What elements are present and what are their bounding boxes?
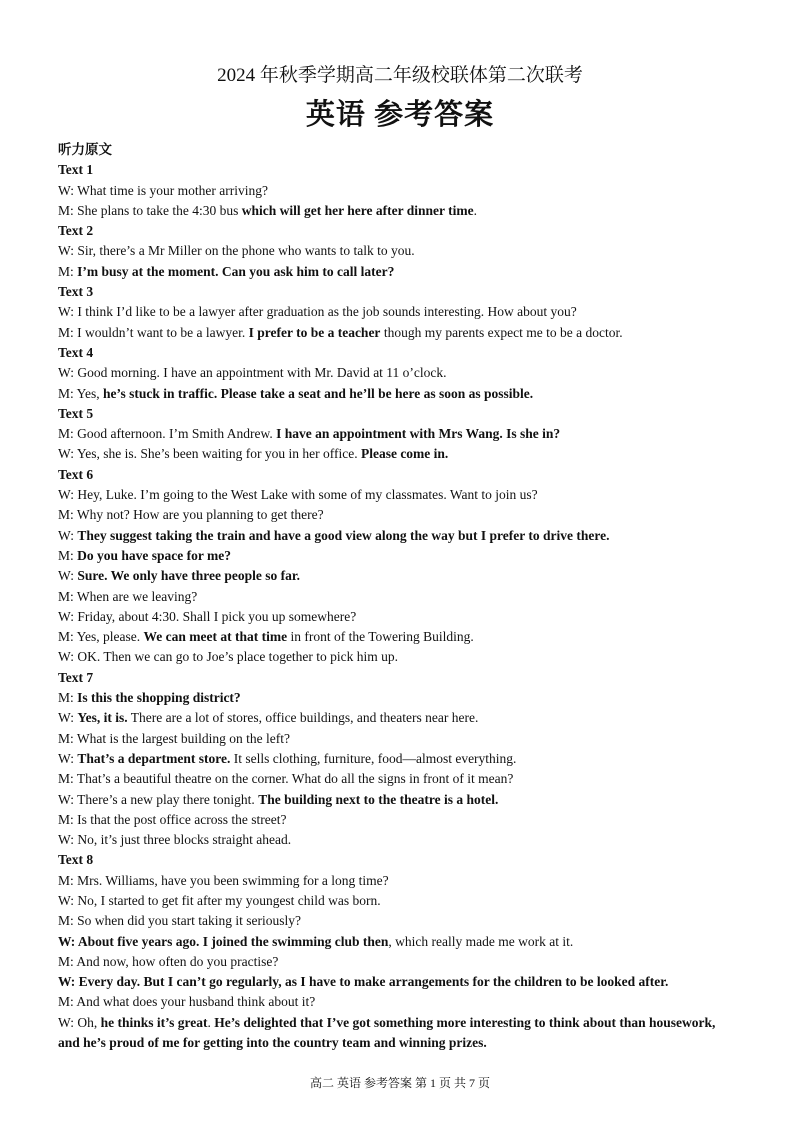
answer-highlight: We can meet at that time — [143, 629, 288, 645]
answer-highlight: Is this the shopping district? — [77, 690, 241, 706]
dialogue-line — [58, 790, 758, 810]
dialogue-text: M: — [58, 690, 78, 706]
dialogue-text: M: Yes, — [58, 385, 104, 401]
answer-highlight: which will get her here after dinner time — [241, 202, 474, 218]
dialogue-text: . — [207, 1014, 215, 1030]
dialogue-text: W: There’s a new play there tonight. — [58, 791, 259, 807]
dialogue-line — [58, 444, 758, 464]
dialogue-line — [58, 587, 758, 607]
dialogue-line — [58, 384, 758, 404]
dialogue-text: M: Why not? How are you planning to get there? — [58, 507, 324, 523]
dialogue-line — [58, 627, 758, 647]
dialogue-line — [58, 566, 758, 586]
dialogue-line — [58, 708, 758, 728]
dialogue-text: There are a lot of stores, office buildings, and theaters near here. — [127, 710, 479, 726]
answer-highlight: W: About five years ago. I joined the swimming club then — [58, 933, 389, 949]
dialogue-line — [58, 181, 758, 201]
dialogue-line — [58, 871, 758, 891]
dialogue-text: M: She plans to take the 4:30 bus — [58, 202, 242, 218]
dialogue-line — [58, 647, 758, 667]
answer-highlight: I prefer to be a teacher — [248, 324, 381, 340]
dialogue-line — [58, 911, 758, 931]
dialogue-text: M: What is the largest building on the left? — [58, 730, 290, 746]
dialogue-text: W: No, it’s just three blocks straight ahead. — [58, 832, 292, 848]
dialogue-line — [58, 992, 758, 1012]
dialogue-line — [58, 241, 758, 261]
dialogue-line — [58, 1013, 758, 1033]
transcript-texts — [58, 160, 758, 1053]
dialogue-text: W: What time is your mother arriving? — [58, 182, 268, 198]
answer-highlight: Sure. We only have three people so far. — [77, 568, 301, 584]
page-footer: 高二 英语 参考答案 第 1 页 共 7 页 — [309, 1076, 490, 1090]
dialogue-line — [58, 932, 758, 952]
answer-highlight: Yes, it is. — [77, 710, 128, 726]
answer-highlight: he’s stuck in traffic. Please take a seat and he’ll be here as soon as possible. — [103, 385, 534, 401]
dialogue-text: W: OK. Then we can go to Joe’s place together to pick him up. — [58, 649, 399, 665]
dialogue-line — [58, 201, 758, 221]
dialogue-text: M: Mrs. Williams, have you been swimming for a long time? — [58, 872, 389, 888]
text-heading: Text 2 — [58, 223, 94, 239]
dialogue-line — [58, 688, 758, 708]
dialogue-line — [58, 302, 758, 322]
answer-highlight: he thinks it’s great — [100, 1014, 208, 1030]
answer-highlight: W: Every day. But I can’t go regularly, as I have to make arrangements for the children to be looked after. — [58, 974, 669, 990]
answer-highlight: and he’s proud of me for getting into the country team and winning prizes. — [58, 1035, 487, 1051]
answer-highlight: They suggest taking the train and have a good view along the way but I prefer to drive there. — [77, 527, 610, 543]
dialogue-text: M: And now, how often do you practise? — [58, 953, 279, 969]
dialogue-line — [58, 505, 758, 525]
dialogue-text: M: When are we leaving? — [58, 588, 198, 604]
dialogue-text: W: — [58, 710, 78, 726]
subject-title: 英语 参考答案 — [305, 99, 495, 131]
dialogue-line — [58, 952, 758, 972]
dialogue-text: M: That’s a beautiful theatre on the corner. What do all the signs in front of it mean? — [58, 771, 514, 787]
dialogue-text: M: — [58, 547, 78, 563]
dialogue-line — [58, 262, 758, 282]
exam-title: 2024 年秋季学期高二年级校联体第二次联考 — [217, 65, 583, 86]
answer-highlight: The building next to the theatre is a hotel. — [258, 791, 499, 807]
dialogue-line — [58, 1033, 758, 1053]
dialogue-text: W: Sir, there’s a Mr Miller on the phone who wants to talk to you. — [58, 243, 415, 259]
dialogue-text: W: — [58, 568, 78, 584]
dialogue-text: W: I think I’d like to be a lawyer after graduation as the job sounds interesting. How about you? — [58, 304, 577, 320]
answer-highlight: Do you have space for me? — [77, 547, 231, 563]
text-heading: Text 7 — [58, 669, 94, 685]
dialogue-line — [58, 972, 758, 992]
dialogue-text: M: Good afternoon. I’m Smith Andrew. — [58, 426, 277, 442]
dialogue-text: It sells clothing, furniture, food—almost everything. — [230, 750, 517, 766]
dialogue-line — [58, 607, 758, 627]
dialogue-text: M: Is that the post office across the street? — [58, 811, 287, 827]
dialogue-text: though my parents expect me to be a doctor. — [380, 324, 623, 340]
text-heading: Text 6 — [58, 466, 94, 482]
answer-highlight: I have an appointment with Mrs Wang. Is she in? — [276, 426, 561, 442]
dialogue-line — [58, 769, 758, 789]
dialogue-line — [58, 363, 758, 383]
dialogue-text: , which really made me work at it. — [388, 933, 574, 949]
dialogue-text: W: Hey, Luke. I’m going to the West Lake with some of my classmates. Want to join us? — [58, 487, 538, 503]
dialogue-text: M: — [58, 263, 78, 279]
dialogue-text: W: No, I started to get fit after my youngest child was born. — [58, 892, 381, 908]
dialogue-text: W: Friday, about 4:30. Shall I pick you up somewhere? — [58, 608, 357, 624]
dialogue-text: W: Good morning. I have an appointment with Mr. David at 11 o’clock. — [58, 365, 447, 381]
dialogue-text: W: Oh, — [58, 1014, 101, 1030]
dialogue-line — [58, 810, 758, 830]
dialogue-line — [58, 546, 758, 566]
dialogue-text: M: So when did you start taking it seriously? — [58, 913, 301, 929]
dialogue-text: in front of the Towering Building. — [287, 629, 474, 645]
text-heading: Text 4 — [58, 344, 94, 360]
section-title: 听力原文 — [58, 142, 112, 157]
dialogue-text: M: And what does your husband think about it? — [58, 994, 316, 1010]
dialogue-text: . — [473, 202, 477, 218]
answer-highlight: That’s a department store. — [77, 750, 231, 766]
dialogue-text: W: — [58, 527, 78, 543]
dialogue-line — [58, 485, 758, 505]
answer-highlight: I’m busy at the moment. Can you ask him to call later? — [77, 263, 395, 279]
answer-highlight: Please come in. — [360, 446, 449, 462]
dialogue-line — [58, 323, 758, 343]
text-heading: Text 3 — [58, 284, 94, 300]
text-heading: Text 1 — [58, 162, 94, 178]
text-heading: Text 8 — [58, 852, 94, 868]
dialogue-line — [58, 424, 758, 444]
dialogue-text: W: — [58, 750, 78, 766]
dialogue-line — [58, 729, 758, 749]
dialogue-line — [58, 830, 758, 850]
dialogue-line — [58, 526, 758, 546]
listening-transcript — [58, 140, 758, 1053]
dialogue-line — [58, 891, 758, 911]
dialogue-text: M: Yes, please. — [58, 629, 144, 645]
text-heading: Text 5 — [58, 405, 94, 421]
dialogue-line — [58, 749, 758, 769]
answer-highlight: He’s delighted that I’ve got something more interesting to think about than housework, — [214, 1014, 716, 1030]
dialogue-text: M: I wouldn’t want to be a lawyer. — [58, 324, 249, 340]
dialogue-text: W: Yes, she is. She’s been waiting for you in her office. — [58, 446, 361, 462]
